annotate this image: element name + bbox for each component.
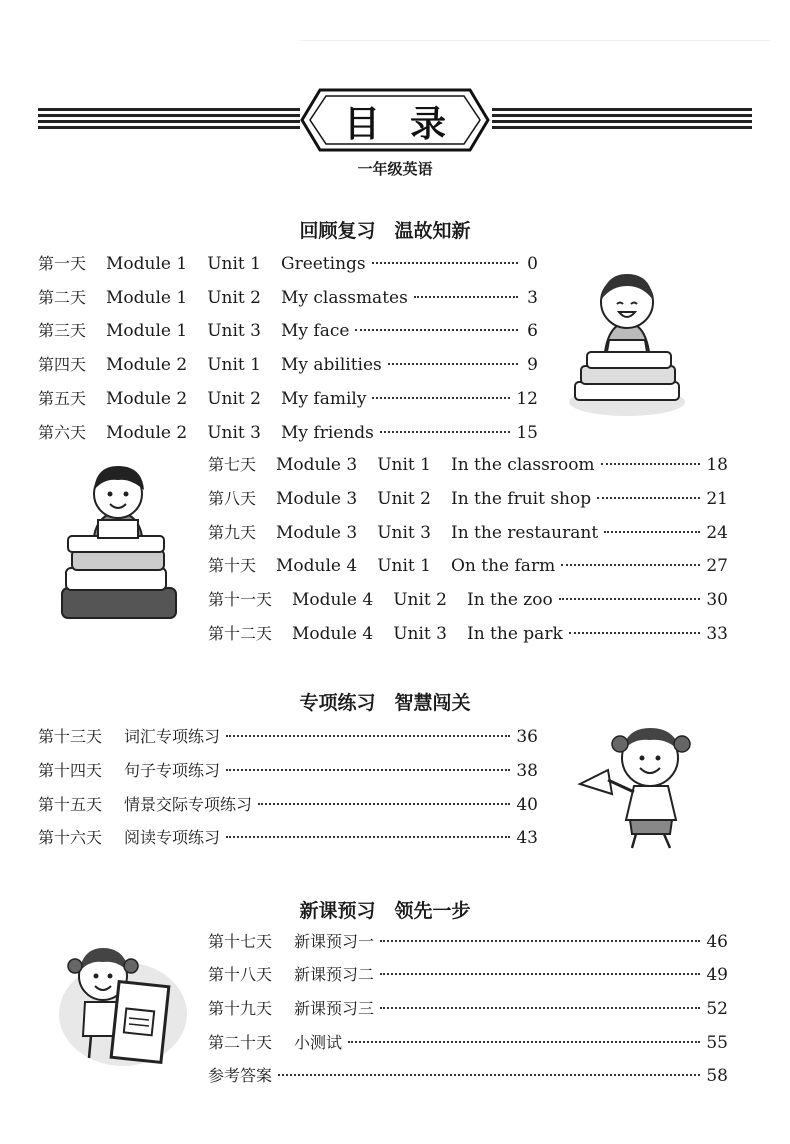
toc-entry[interactable]: 第四天 Module 2 Unit 1 My abilities 9 xyxy=(38,355,538,375)
page-number: 36 xyxy=(516,727,538,747)
page-number: 27 xyxy=(706,556,728,576)
dot-leader xyxy=(278,1074,700,1076)
dot-leader xyxy=(559,598,701,600)
toc-entry[interactable]: 第九天 Module 3 Unit 3 In the restaurant 24 xyxy=(208,523,728,543)
dot-leader xyxy=(372,262,518,264)
dot-leader xyxy=(380,973,700,975)
title-plaque xyxy=(300,88,490,152)
girl-trumpet-illustration xyxy=(572,722,707,856)
boy-reading-illustration xyxy=(58,460,183,634)
page-number: 33 xyxy=(706,624,728,644)
toc-entry[interactable]: 第十九天 新课预习三 52 xyxy=(208,999,728,1019)
dot-leader xyxy=(258,803,510,805)
page-number: 0 xyxy=(527,254,538,274)
dot-leader xyxy=(604,531,700,533)
section-title-preview: 新课预习 领先一步 xyxy=(299,900,471,922)
toc-entry[interactable]: 第五天 Module 2 Unit 2 My family 12 xyxy=(38,389,538,409)
toc-entry[interactable]: 第十二天 Module 4 Unit 3 In the park 33 xyxy=(208,624,728,644)
toc-entry[interactable]: 第六天 Module 2 Unit 3 My friends 15 xyxy=(38,423,538,443)
page-number: 6 xyxy=(527,321,538,341)
page-number: 49 xyxy=(706,965,728,985)
toc-entry[interactable]: 第十四天 句子专项练习 38 xyxy=(38,761,538,781)
toc-entry[interactable]: 第十七天 新课预习一 46 xyxy=(208,932,728,952)
dot-leader xyxy=(355,329,518,331)
dot-leader xyxy=(388,363,518,365)
toc-entry[interactable]: 第十天 Module 4 Unit 1 On the farm 27 xyxy=(208,556,728,576)
top-strip xyxy=(300,18,770,41)
dot-leader xyxy=(380,940,700,942)
dot-leader xyxy=(226,769,510,771)
dot-leader xyxy=(226,735,510,737)
page-number: 18 xyxy=(706,455,728,475)
page-number: 52 xyxy=(706,999,728,1019)
dot-leader xyxy=(601,463,701,465)
dot-leader xyxy=(348,1041,700,1043)
girl-notebook-illustration xyxy=(55,940,190,1074)
toc-entry[interactable]: 第十五天 情景交际专项练习 40 xyxy=(38,795,538,815)
toc-entry[interactable]: 第十六天 阅读专项练习 43 xyxy=(38,828,538,848)
toc-entry[interactable]: 第十八天 新课预习二 49 xyxy=(208,965,728,985)
toc-entry[interactable]: 第七天 Module 3 Unit 1 In the classroom 18 xyxy=(208,455,728,475)
banner-stripes-right xyxy=(492,108,752,138)
toc-entry[interactable]: 第三天 Module 1 Unit 3 My face 6 xyxy=(38,321,538,341)
section-title-review: 回顾复习 温故知新 xyxy=(299,220,471,242)
dot-leader xyxy=(380,431,510,433)
toc-entry[interactable]: 第一天 Module 1 Unit 1 Greetings 0 xyxy=(38,254,538,274)
section-title-practice: 专项练习 智慧闯关 xyxy=(299,692,471,714)
toc-entry-answers[interactable]: 参考答案 58 xyxy=(208,1066,728,1086)
page-number: 46 xyxy=(706,932,728,952)
dot-leader xyxy=(226,836,510,838)
page-number: 38 xyxy=(516,761,538,781)
toc-entry[interactable]: 第二十天 小测试 55 xyxy=(208,1033,728,1053)
dot-leader xyxy=(561,564,700,566)
page-number: 40 xyxy=(516,795,538,815)
page-number: 15 xyxy=(516,423,538,443)
page-number: 9 xyxy=(527,355,538,375)
dot-leader xyxy=(569,632,701,634)
page-number: 55 xyxy=(706,1033,728,1053)
toc-entry[interactable]: 第八天 Module 3 Unit 2 In the fruit shop 21 xyxy=(208,489,728,509)
page-number: 30 xyxy=(706,590,728,610)
dot-leader xyxy=(597,497,700,499)
page-number: 43 xyxy=(516,828,538,848)
page-number: 12 xyxy=(516,389,538,409)
toc-entry[interactable]: 第十一天 Module 4 Unit 2 In the zoo 30 xyxy=(208,590,728,610)
page-number: 24 xyxy=(706,523,728,543)
dot-leader xyxy=(380,1007,700,1009)
page-number: 3 xyxy=(527,288,538,308)
dot-leader xyxy=(372,397,510,399)
page-number: 21 xyxy=(706,489,728,509)
banner-stripes-left xyxy=(38,108,300,138)
girl-reading-illustration xyxy=(565,262,690,426)
page-title: 目录 xyxy=(343,104,476,145)
dot-leader xyxy=(414,296,518,298)
page-subtitle: 一年级英语 xyxy=(357,160,433,178)
page-number: 58 xyxy=(706,1066,728,1086)
toc-entry[interactable]: 第十三天 词汇专项练习 36 xyxy=(38,727,538,747)
toc-entry[interactable]: 第二天 Module 1 Unit 2 My classmates 3 xyxy=(38,288,538,308)
